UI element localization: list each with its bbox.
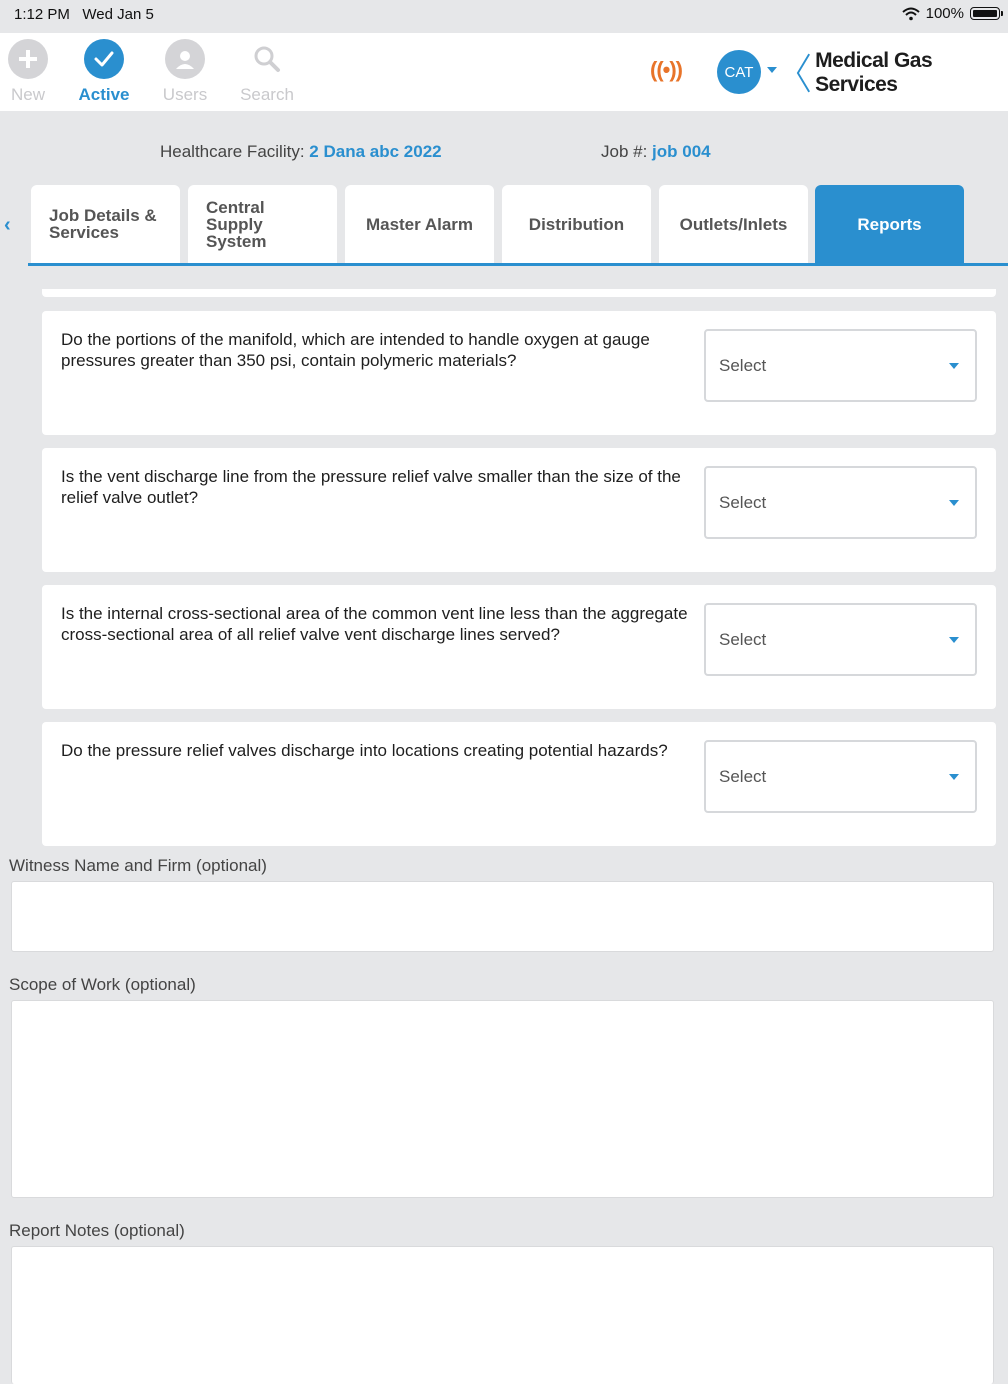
top-nav xyxy=(0,33,1008,111)
status-bar xyxy=(0,0,1008,32)
tab-underline xyxy=(28,263,1008,266)
tab-job-details[interactable] xyxy=(31,185,180,263)
answer-select[interactable] xyxy=(704,740,977,813)
scope-label: Scope of Work (optional) xyxy=(9,975,196,994)
notes-textarea[interactable] xyxy=(11,1246,994,1384)
question-text: Is the internal cross-sectional area of the common vent line less than the aggregate cross-sectional area of all relief valve vent discharge lines served? xyxy=(61,604,688,644)
status-right xyxy=(902,5,1000,22)
answer-select[interactable] xyxy=(704,603,977,676)
question-card xyxy=(42,311,996,435)
plus-icon xyxy=(8,39,48,79)
question-text: Do the pressure relief valves discharge into locations creating potential hazards? xyxy=(61,741,668,760)
dropdown-caret-icon xyxy=(949,363,959,369)
facility-info xyxy=(160,142,442,162)
select-value: Select xyxy=(719,493,767,512)
logo-hexagon-icon xyxy=(796,51,811,95)
chevron-left-icon[interactable]: ‹ xyxy=(4,214,11,236)
search-button[interactable] xyxy=(236,39,298,105)
tab-outlets-inlets[interactable] xyxy=(659,185,808,263)
active-label: Active xyxy=(78,85,130,104)
status-date: Wed Jan 5 xyxy=(82,6,154,23)
battery-icon xyxy=(970,7,1000,20)
tab-central-supply-label: Central Supply System xyxy=(206,197,267,251)
wifi-icon xyxy=(902,7,920,21)
tab-reports-label: Reports xyxy=(857,214,922,234)
job-info xyxy=(601,142,711,162)
tab-master-alarm-label: Master Alarm xyxy=(365,214,474,234)
scope-textarea[interactable] xyxy=(11,1000,994,1198)
previous-card-edge xyxy=(42,289,996,297)
dropdown-caret-icon xyxy=(949,500,959,506)
witness-input[interactable] xyxy=(11,881,994,952)
answer-select[interactable] xyxy=(704,329,977,402)
facility-label: Healthcare Facility: xyxy=(160,142,305,161)
tab-master-alarm[interactable] xyxy=(345,185,494,263)
notes-label: Report Notes (optional) xyxy=(9,1221,185,1240)
tab-distribution[interactable] xyxy=(502,185,651,263)
select-value: Select xyxy=(719,630,767,649)
search-icon xyxy=(247,39,287,79)
tab-outlets-inlets-label: Outlets/Inlets xyxy=(679,214,788,234)
status-time-text: 1:12 PM xyxy=(14,6,70,23)
checkmark-icon xyxy=(84,39,124,79)
question-text: Do the portions of the manifold, which are intended to handle oxygen at gauge pressures greater than 350 psi, contain polymeric materials? xyxy=(61,330,650,370)
active-button[interactable] xyxy=(76,39,132,105)
status-time xyxy=(14,6,154,23)
users-button[interactable] xyxy=(160,39,210,105)
tab-central-supply[interactable] xyxy=(188,185,337,263)
brand-name: Medical Gas Services xyxy=(815,49,933,96)
question-card xyxy=(42,722,996,846)
users-label: Users xyxy=(162,85,208,104)
dropdown-caret-icon xyxy=(949,637,959,643)
search-label: Search xyxy=(240,85,294,104)
dropdown-caret-icon xyxy=(949,774,959,780)
new-label: New xyxy=(10,85,45,104)
question-card xyxy=(42,448,996,572)
brand-logo xyxy=(796,51,1008,95)
broadcast-icon[interactable]: ((•)) xyxy=(650,57,683,82)
question-text: Is the vent discharge line from the pressure relief valve smaller than the size of the relief valve outlet? xyxy=(61,467,681,507)
job-label: Job #: xyxy=(601,142,648,161)
new-button[interactable] xyxy=(8,39,48,105)
job-value: job 004 xyxy=(652,142,711,161)
tab-reports[interactable] xyxy=(815,185,964,263)
answer-select[interactable] xyxy=(704,466,977,539)
facility-value: 2 Dana abc 2022 xyxy=(309,142,442,161)
witness-label: Witness Name and Firm (optional) xyxy=(9,856,267,875)
question-card xyxy=(42,585,996,709)
tab-distribution-label: Distribution xyxy=(528,214,625,234)
user-avatar[interactable]: CAT xyxy=(717,50,761,94)
user-icon xyxy=(165,39,205,79)
select-value: Select xyxy=(719,356,767,375)
chevron-down-icon[interactable] xyxy=(767,67,777,73)
battery-percent: 100% xyxy=(925,5,964,22)
select-value: Select xyxy=(719,767,767,786)
tab-job-details-label: Job Details & Services xyxy=(49,206,157,242)
